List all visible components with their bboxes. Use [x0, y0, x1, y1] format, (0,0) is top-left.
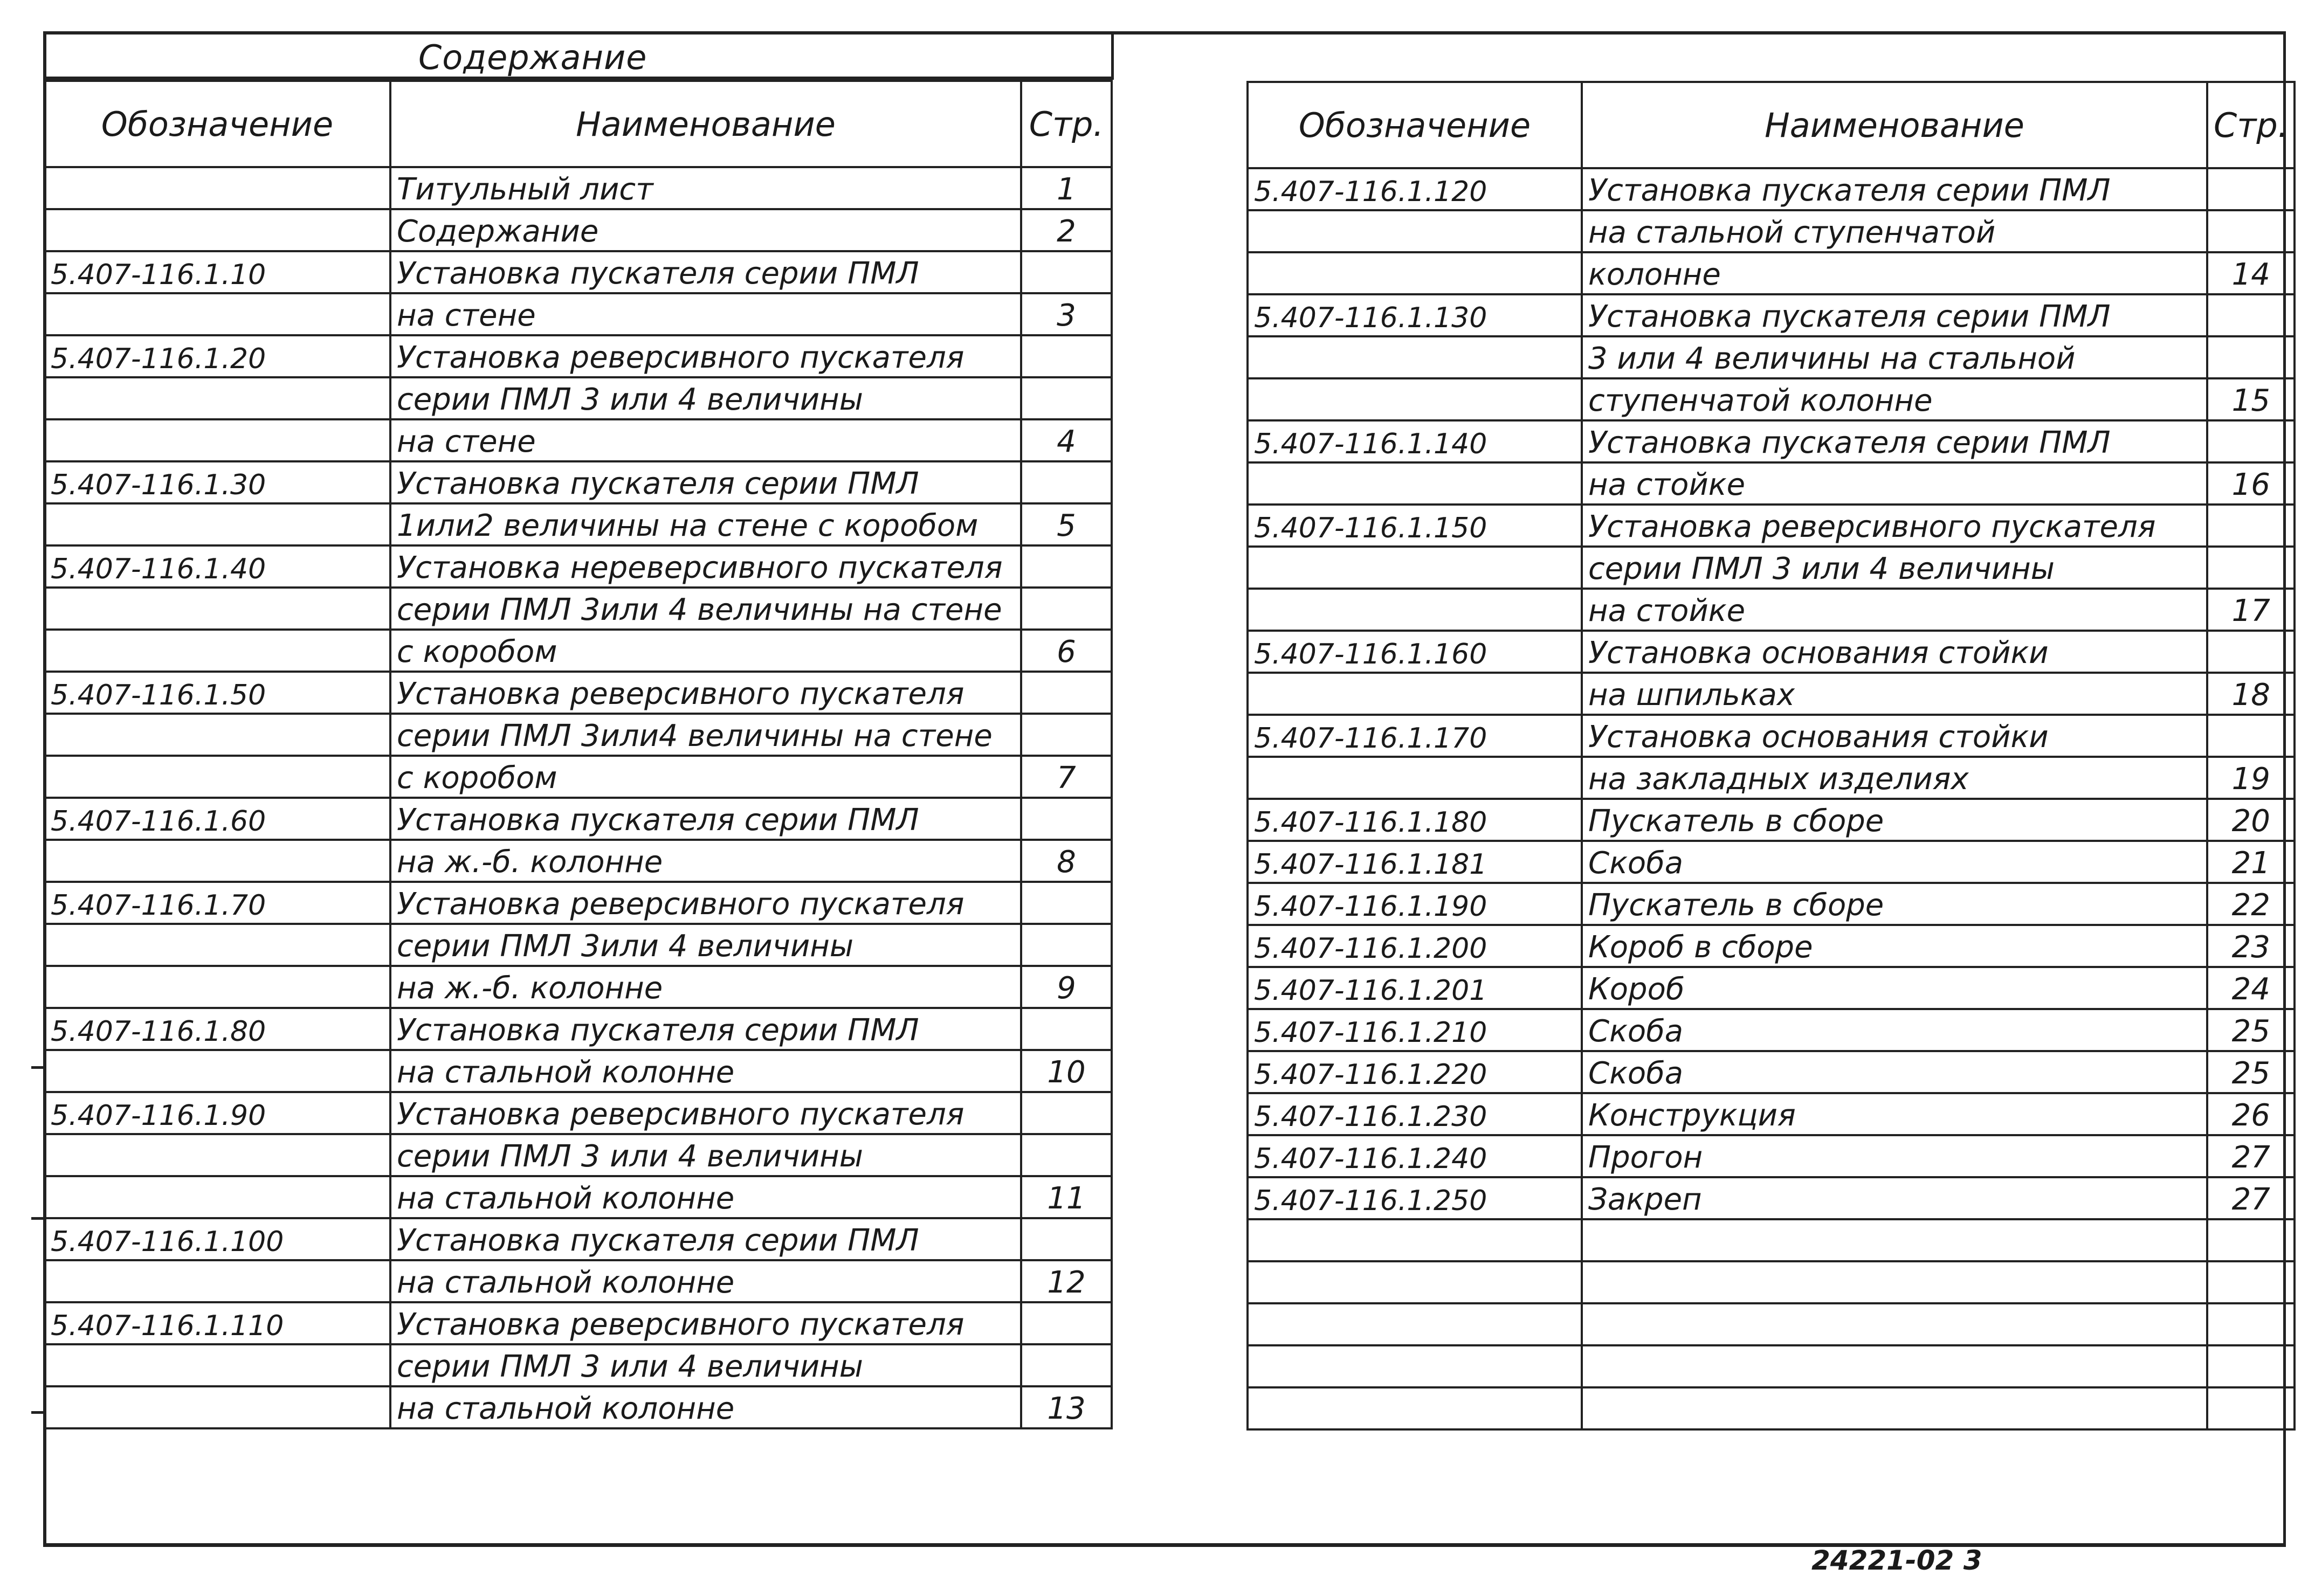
name-cell	[1582, 1261, 2207, 1303]
designation-cell: 5.407-116.1.50	[44, 672, 390, 714]
page-cell	[2207, 210, 2295, 252]
table-row	[1248, 631, 2295, 673]
page-cell: 11	[1021, 1176, 1112, 1218]
name-cell: на закладных изделиях	[1582, 757, 2207, 799]
name-cell	[1582, 1219, 2207, 1261]
table-row	[1248, 1387, 2295, 1429]
table-row	[44, 924, 1112, 966]
name-cell: Установка реверсивного пускателя	[390, 335, 1021, 377]
designation-cell	[44, 840, 390, 882]
page-cell	[1021, 924, 1112, 966]
table-row	[44, 1008, 1112, 1050]
designation-cell	[44, 209, 390, 251]
margin-tick	[31, 1217, 44, 1220]
table-row	[1248, 925, 2295, 967]
table-row	[1248, 168, 2295, 210]
designation-cell	[44, 1386, 390, 1428]
table-row	[44, 335, 1112, 377]
page-cell: 6	[1021, 630, 1112, 672]
page-cell: 25	[2207, 1051, 2295, 1093]
table-row	[1248, 1093, 2295, 1135]
table-row	[44, 545, 1112, 588]
name-cell: серии ПМЛ 3или4 величины на стене	[390, 714, 1021, 756]
page-cell	[1021, 1302, 1112, 1344]
name-cell: Короб	[1582, 967, 2207, 1009]
designation-cell: 5.407-116.1.230	[1248, 1093, 1582, 1135]
table-row	[1248, 1303, 2295, 1345]
table-row	[44, 1386, 1112, 1428]
page-title: Содержание	[418, 38, 647, 77]
designation-cell: 5.407-116.1.20	[44, 335, 390, 377]
name-cell: Прогон	[1582, 1135, 2207, 1177]
name-cell	[1582, 1387, 2207, 1429]
table-row	[44, 377, 1112, 419]
name-cell: Конструкция	[1582, 1093, 2207, 1135]
name-cell	[1582, 1303, 2207, 1345]
name-cell: Содержание	[390, 209, 1021, 251]
table-row	[1248, 378, 2295, 420]
name-cell: серии ПМЛ 3 или 4 величины	[390, 1134, 1021, 1176]
name-cell: Установка пускателя серии ПМЛ	[390, 798, 1021, 840]
designation-cell	[44, 1260, 390, 1302]
page-cell: 27	[2207, 1177, 2295, 1219]
name-cell: Установка пускателя серии ПМЛ	[390, 1008, 1021, 1050]
designation-cell: 5.407-116.1.130	[1248, 294, 1582, 336]
designation-cell: 5.407-116.1.190	[1248, 883, 1582, 925]
designation-cell	[44, 503, 390, 545]
designation-cell	[44, 293, 390, 335]
table-row	[44, 293, 1112, 335]
page-cell	[2207, 715, 2295, 757]
page-cell: 27	[2207, 1135, 2295, 1177]
name-cell: Установка реверсивного пускателя	[390, 1092, 1021, 1134]
page-cell: 24	[2207, 967, 2295, 1009]
table-row	[44, 798, 1112, 840]
name-cell: Закреп	[1582, 1177, 2207, 1219]
page-cell	[2207, 336, 2295, 378]
table-row	[1248, 967, 2295, 1009]
page-cell	[2207, 1261, 2295, 1303]
table-row	[44, 461, 1112, 503]
table-row	[44, 672, 1112, 714]
page-cell: 20	[2207, 799, 2295, 841]
name-cell: Скоба	[1582, 1009, 2207, 1051]
name-cell: на ж.-б. колонне	[390, 966, 1021, 1008]
name-cell: Установка пускателя серии ПМЛ	[1582, 294, 2207, 336]
designation-cell: 5.407-116.1.90	[44, 1092, 390, 1134]
page-cell: 10	[1021, 1050, 1112, 1092]
header-row	[1248, 82, 2295, 168]
table-row	[1248, 1051, 2295, 1093]
designation-cell	[1248, 252, 1582, 294]
page-cell	[1021, 1134, 1112, 1176]
page-cell	[2207, 505, 2295, 547]
table-row	[1248, 420, 2295, 462]
name-cell: серии ПМЛ 3или 4 величины	[390, 924, 1021, 966]
designation-cell: 5.407-116.1.110	[44, 1302, 390, 1344]
designation-cell: 5.407-116.1.100	[44, 1218, 390, 1260]
designation-cell	[1248, 1219, 1582, 1261]
designation-cell: 5.407-116.1.10	[44, 251, 390, 293]
name-cell: Пускатель в сборе	[1582, 883, 2207, 925]
header-designation: Обозначение	[44, 81, 390, 167]
page-cell	[1021, 714, 1112, 756]
page-cell	[1021, 545, 1112, 588]
page-cell	[2207, 1219, 2295, 1261]
page-cell	[1021, 377, 1112, 419]
page-cell: 14	[2207, 252, 2295, 294]
page-cell	[1021, 1008, 1112, 1050]
name-cell: Установка реверсивного пускателя	[390, 1302, 1021, 1344]
designation-cell	[1248, 462, 1582, 505]
table-row	[44, 1302, 1112, 1344]
designation-cell: 5.407-116.1.80	[44, 1008, 390, 1050]
page-cell	[1021, 461, 1112, 503]
name-cell: Установка реверсивного пускателя	[390, 672, 1021, 714]
page-cell: 9	[1021, 966, 1112, 1008]
table-row	[1248, 1219, 2295, 1261]
name-cell: Короб в сборе	[1582, 925, 2207, 967]
table-row	[44, 630, 1112, 672]
table-row	[44, 251, 1112, 293]
designation-cell	[44, 630, 390, 672]
designation-cell: 5.407-116.1.220	[1248, 1051, 1582, 1093]
page-cell	[1021, 251, 1112, 293]
designation-cell	[44, 167, 390, 209]
designation-cell	[44, 1176, 390, 1218]
designation-cell: 5.407-116.1.120	[1248, 168, 1582, 210]
name-cell: Пускатель в сборе	[1582, 799, 2207, 841]
page-cell	[2207, 420, 2295, 462]
table-row	[44, 756, 1112, 798]
margin-tick	[31, 1411, 44, 1414]
name-cell: Титульный лист	[390, 167, 1021, 209]
page-cell: 2	[1021, 209, 1112, 251]
table-row	[1248, 1009, 2295, 1051]
page-cell	[2207, 631, 2295, 673]
table-row	[1248, 505, 2295, 547]
page-cell	[1021, 588, 1112, 630]
designation-cell	[1248, 1387, 1582, 1429]
table-row	[44, 419, 1112, 461]
designation-cell	[1248, 378, 1582, 420]
page-cell: 16	[2207, 462, 2295, 505]
name-cell: на стене	[390, 419, 1021, 461]
name-cell: на стойке	[1582, 589, 2207, 631]
table-row	[44, 714, 1112, 756]
designation-cell: 5.407-116.1.70	[44, 882, 390, 924]
table-row	[1248, 589, 2295, 631]
page-cell: 18	[2207, 673, 2295, 715]
name-cell: Установка нереверсивного пускателя	[390, 545, 1021, 588]
page-cell: 17	[2207, 589, 2295, 631]
designation-cell: 5.407-116.1.181	[1248, 841, 1582, 883]
page-cell	[1021, 882, 1112, 924]
page-cell: 5	[1021, 503, 1112, 545]
name-cell: на ж.-б. колонне	[390, 840, 1021, 882]
table-row	[1248, 462, 2295, 505]
table-row	[1248, 757, 2295, 799]
name-cell: на стальной колонне	[390, 1176, 1021, 1218]
page-cell: 22	[2207, 883, 2295, 925]
table-row	[1248, 547, 2295, 589]
page-cell: 15	[2207, 378, 2295, 420]
table-row	[1248, 294, 2295, 336]
designation-cell	[1248, 673, 1582, 715]
page-cell: 23	[2207, 925, 2295, 967]
page-cell: 1	[1021, 167, 1112, 209]
name-cell: Скоба	[1582, 841, 2207, 883]
designation-cell: 5.407-116.1.240	[1248, 1135, 1582, 1177]
title-band	[46, 34, 1114, 80]
designation-cell	[1248, 336, 1582, 378]
table-row	[44, 1344, 1112, 1386]
designation-cell: 5.407-116.1.200	[1248, 925, 1582, 967]
name-cell: серии ПМЛ 3 или 4 величины	[1582, 547, 2207, 589]
name-cell: Установка реверсивного пускателя	[390, 882, 1021, 924]
designation-cell: 5.407-116.1.180	[1248, 799, 1582, 841]
name-cell: на стальной ступенчатой	[1582, 210, 2207, 252]
page-cell: 21	[2207, 841, 2295, 883]
name-cell: серии ПМЛ 3 или 4 величины	[390, 377, 1021, 419]
name-cell: на стальной колонне	[390, 1386, 1021, 1428]
table-row	[1248, 1177, 2295, 1219]
designation-cell	[44, 756, 390, 798]
designation-cell	[44, 966, 390, 1008]
name-cell: серии ПМЛ 3или 4 величины на стене	[390, 588, 1021, 630]
table-row	[44, 503, 1112, 545]
name-cell: ступенчатой колонне	[1582, 378, 2207, 420]
name-cell: Установка реверсивного пускателя	[1582, 505, 2207, 547]
name-cell: с коробом	[390, 630, 1021, 672]
designation-cell: 5.407-116.1.160	[1248, 631, 1582, 673]
margin-tick	[31, 1066, 44, 1069]
contents-table-left	[43, 80, 1113, 1429]
name-cell: колонне	[1582, 252, 2207, 294]
table-row	[44, 209, 1112, 251]
table-row	[1248, 799, 2295, 841]
designation-cell: 5.407-116.1.140	[1248, 420, 1582, 462]
name-cell: Установка основания стойки	[1582, 631, 2207, 673]
table-row	[1248, 883, 2295, 925]
name-cell: на стойке	[1582, 462, 2207, 505]
table-row	[1248, 1261, 2295, 1303]
table-row	[44, 1260, 1112, 1302]
header-page: Стр.	[2207, 82, 2295, 168]
designation-cell	[1248, 1303, 1582, 1345]
table-row	[44, 167, 1112, 209]
table-row	[44, 840, 1112, 882]
page-cell	[1021, 672, 1112, 714]
page-cell	[1021, 1218, 1112, 1260]
page-cell: 13	[1021, 1386, 1112, 1428]
page-cell	[1021, 798, 1112, 840]
designation-cell: 5.407-116.1.201	[1248, 967, 1582, 1009]
page-cell	[2207, 294, 2295, 336]
name-cell	[1582, 1345, 2207, 1387]
designation-cell	[44, 1344, 390, 1386]
designation-cell	[44, 419, 390, 461]
designation-cell	[44, 714, 390, 756]
page-cell	[1021, 1092, 1112, 1134]
designation-cell	[1248, 1345, 1582, 1387]
contents-table-right	[1246, 81, 2296, 1431]
designation-cell	[44, 1134, 390, 1176]
table-row	[1248, 1345, 2295, 1387]
name-cell: Установка пускателя серии ПМЛ	[1582, 168, 2207, 210]
page-cell	[1021, 1344, 1112, 1386]
name-cell: на шпильках	[1582, 673, 2207, 715]
page-cell	[2207, 1303, 2295, 1345]
table-row	[44, 1218, 1112, 1260]
name-cell: Установка пускателя серии ПМЛ	[1582, 420, 2207, 462]
designation-cell	[44, 924, 390, 966]
sheet-stamp: 24221-02 3	[1811, 1545, 1982, 1576]
page-cell: 8	[1021, 840, 1112, 882]
table-row	[1248, 210, 2295, 252]
table-row	[44, 1134, 1112, 1176]
header-name: Наименование	[1582, 82, 2207, 168]
designation-cell	[1248, 547, 1582, 589]
page-cell	[2207, 1387, 2295, 1429]
designation-cell: 5.407-116.1.250	[1248, 1177, 1582, 1219]
page-cell: 4	[1021, 419, 1112, 461]
name-cell: с коробом	[390, 756, 1021, 798]
table-row	[44, 1050, 1112, 1092]
designation-cell	[44, 1050, 390, 1092]
page-cell	[2207, 547, 2295, 589]
name-cell: на стене	[390, 293, 1021, 335]
header-row	[44, 81, 1112, 167]
designation-cell	[1248, 589, 1582, 631]
table-row	[1248, 1135, 2295, 1177]
page-cell	[1021, 335, 1112, 377]
name-cell: Установка пускателя серии ПМЛ	[390, 461, 1021, 503]
name-cell: Скоба	[1582, 1051, 2207, 1093]
page-cell: 7	[1021, 756, 1112, 798]
name-cell: на стальной колонне	[390, 1260, 1021, 1302]
table-row	[44, 966, 1112, 1008]
name-cell: на стальной колонне	[390, 1050, 1021, 1092]
header-designation: Обозначение	[1248, 82, 1582, 168]
table-row	[1248, 336, 2295, 378]
designation-cell: 5.407-116.1.150	[1248, 505, 1582, 547]
designation-cell: 5.407-116.1.170	[1248, 715, 1582, 757]
page-cell: 25	[2207, 1009, 2295, 1051]
name-cell: серии ПМЛ 3 или 4 величины	[390, 1344, 1021, 1386]
designation-cell: 5.407-116.1.40	[44, 545, 390, 588]
name-cell: 3 или 4 величины на стальной	[1582, 336, 2207, 378]
page-cell: 3	[1021, 293, 1112, 335]
table-row	[44, 882, 1112, 924]
table-row	[1248, 841, 2295, 883]
table-row	[1248, 252, 2295, 294]
page-cell: 19	[2207, 757, 2295, 799]
designation-cell: 5.407-116.1.210	[1248, 1009, 1582, 1051]
designation-cell	[1248, 1261, 1582, 1303]
table-row	[1248, 715, 2295, 757]
page-cell: 12	[1021, 1260, 1112, 1302]
page-cell	[2207, 1345, 2295, 1387]
header-page: Стр.	[1021, 81, 1112, 167]
table-row	[44, 1092, 1112, 1134]
designation-cell	[44, 377, 390, 419]
header-name: Наименование	[390, 81, 1021, 167]
table-row	[44, 1176, 1112, 1218]
name-cell: Установка пускателя серии ПМЛ	[390, 251, 1021, 293]
name-cell: Установка пускателя серии ПМЛ	[390, 1218, 1021, 1260]
page-cell	[2207, 168, 2295, 210]
table-row	[44, 588, 1112, 630]
table-row	[1248, 673, 2295, 715]
designation-cell	[1248, 757, 1582, 799]
page-cell: 26	[2207, 1093, 2295, 1135]
designation-cell	[1248, 210, 1582, 252]
name-cell: 1или2 величины на стене с коробом	[390, 503, 1021, 545]
designation-cell	[44, 588, 390, 630]
name-cell: Установка основания стойки	[1582, 715, 2207, 757]
designation-cell: 5.407-116.1.30	[44, 461, 390, 503]
designation-cell: 5.407-116.1.60	[44, 798, 390, 840]
